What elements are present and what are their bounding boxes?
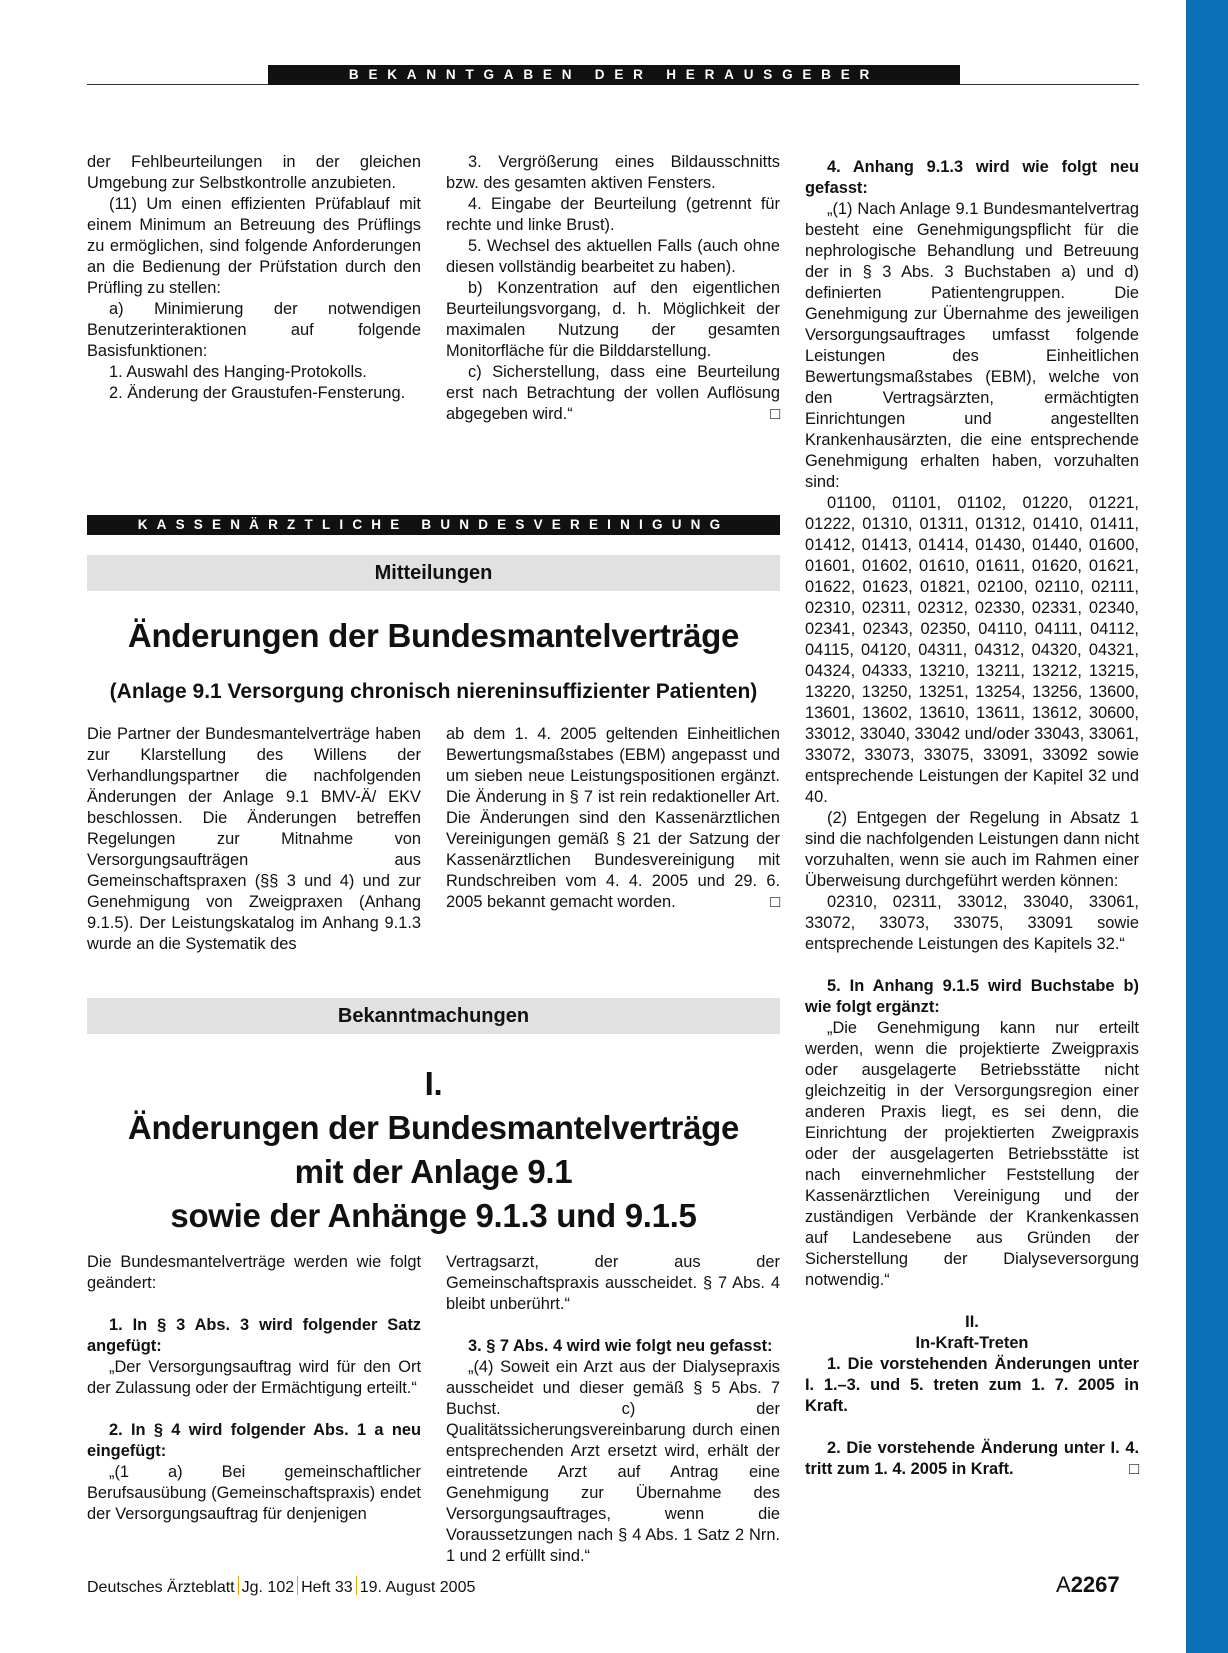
paragraph-text: ab dem 1. 4. 2005 geltenden Einheitlichen Bewertungsmaßstabes (EBM) angepasst und um sieben neue Leistungspositionen ergänzt. Die Änderung in § 7 ist rein redaktioneller Art. Die Änderungen sind den Kassenärztlichen Vereinigungen gemäß § 21 der Satzung der Kassenärztlichen Bundesvereinigung mit Rundschreiben vom 4. 4. 2005 und 29. 6. 2005 bekannt gemacht worden. xyxy=(446,725,780,911)
in-kraft-heading: In-Kraft-Treten xyxy=(915,1334,1029,1352)
intro-column-1 xyxy=(87,724,421,955)
section-heading: 3. § 7 Abs. 4 wird wie folgt neu gefasst: xyxy=(468,1337,773,1355)
section-heading: 2. In § 4 wird folgender Abs. 1 a neu eingefügt: xyxy=(87,1421,421,1460)
right-column xyxy=(805,157,1139,1480)
code-list: 02310, 02311, 33012, 33040, 33061, 33072, 33073, 33075, 33091 sowie entsprechende Leistungen des Kapitels 32.“ xyxy=(805,893,1139,953)
paragraph: Vertragsarzt, der aus der Gemeinschaftspraxis ausscheidet. § 7 Abs. 4 bleibt unberührt.“ xyxy=(446,1253,780,1313)
article-subtitle: (Anlage 9.1 Versorgung chronisch niereninsuffizienter Patienten) xyxy=(109,680,758,703)
paragraph: b) Konzentration auf den eigentlichen Beurteilungsvorgang, d. h. Möglichkeit der maximalen Nutzung der gesamten Monitorfläche für die Bilddarstellung. xyxy=(446,279,780,360)
footer-separator xyxy=(238,1576,239,1595)
bm-column-1 xyxy=(87,1252,421,1525)
end-square-icon: □ xyxy=(1129,1460,1139,1478)
paragraph xyxy=(446,724,780,913)
bm-column-2 xyxy=(446,1252,780,1567)
paragraph: „Der Versorgungsauftrag wird für den Ort der Zulassung oder der Ermächtigung erteilt.“ xyxy=(87,1358,421,1397)
paragraph: 1. Auswahl des Hanging-Protokolls. xyxy=(109,363,367,381)
paragraph: „(1 a) Bei gemeinschaftlicher Berufsausübung (Gemeinschaftspraxis) endet der Versorgungsauftrag für denjenigen xyxy=(87,1463,421,1523)
roman-numeral-one: I. xyxy=(424,1065,443,1102)
paragraph: 2. Änderung der Graustufen-Fensterung. xyxy=(109,384,406,402)
top-column-2 xyxy=(446,152,780,425)
main-title-line-2: mit der Anlage 9.1 xyxy=(294,1153,573,1190)
issue: Heft 33 xyxy=(301,1579,353,1596)
paragraph-text: c) Sicherstellung, dass eine Beurteilung erst nach Betrachtung der vollen Auflösung abgegeben wird.“ xyxy=(446,363,780,423)
top-column-1 xyxy=(87,152,421,404)
paragraph: (11) Um einen effizienten Prüfablauf mit einem Minimum an Betreuung des Prüflings zu ermöglichen, sind folgende Anforderungen an die Bedienung der Prüfstation durch den Prüfling zu stellen: xyxy=(87,195,421,297)
volume: Jg. 102 xyxy=(241,1579,295,1596)
paragraph: (2) Entgegen der Regelung in Absatz 1 sind die nachfolgenden Leistungen dann nicht vorzuhalten, wenn sie auch im Rahmen einer Überweisung durchgeführt werden können: xyxy=(805,809,1139,890)
roman-numeral-two: II. xyxy=(965,1313,979,1331)
issue-date: 19. August 2005 xyxy=(359,1579,476,1596)
footer xyxy=(87,1576,475,1599)
section-heading: 5. In Anhang 9.1.5 wird Buchstabe b) wie folgt ergänzt: xyxy=(805,977,1139,1016)
paragraph-text: 2. Die vorstehende Änderung unter I. 4. tritt zum 1. 4. 2005 in Kraft. xyxy=(805,1439,1139,1478)
paragraph: der Fehlbeurteilungen in der gleichen Umgebung zur Selbstkontrolle anzubieten. xyxy=(87,153,421,192)
intro-column-2 xyxy=(446,724,780,913)
mitteilungen-bar: Mitteilungen xyxy=(87,555,780,591)
main-title-line-3: sowie der Anhänge 9.1.3 und 9.1.5 xyxy=(170,1197,697,1234)
page-prefix: A xyxy=(1056,1572,1071,1597)
paragraph: 4. Eingabe der Beurteilung (getrennt für rechte und linke Brust). xyxy=(446,195,780,234)
paragraph: 3. Vergrößerung eines Bildausschnitts bzw. des gesamten aktiven Fensters. xyxy=(446,153,780,192)
paragraph xyxy=(805,1438,1139,1480)
section-heading: 1. In § 3 Abs. 3 wird folgender Satz angefügt: xyxy=(87,1316,421,1355)
section-header: BEKANNTGABEN DER HERAUSGEBER xyxy=(268,65,960,85)
footer-separator xyxy=(356,1576,357,1595)
end-square-icon: □ xyxy=(770,893,780,911)
footer-separator xyxy=(297,1576,298,1595)
paragraph: 1. Die vorstehenden Änderungen unter I. 1.–3. und 5. treten zum 1. 7. 2005 in Kraft. xyxy=(805,1355,1139,1415)
paragraph: a) Minimierung der notwendigen Benutzerinteraktionen auf folgende Basisfunktionen: xyxy=(87,300,421,360)
side-color-bar xyxy=(1186,0,1228,1653)
kbv-section-label: KASSENÄRZTLICHE BUNDESVEREINIGUNG xyxy=(87,515,780,535)
paragraph: 5. Wechsel des aktuellen Falls (auch ohne diesen vollständig bearbeitet zu haben). xyxy=(446,237,780,276)
end-square-icon: □ xyxy=(770,405,780,423)
section-heading: 4. Anhang 9.1.3 wird wie folgt neu gefasst: xyxy=(805,158,1139,197)
paragraph: „(1) Nach Anlage 9.1 Bundesmantelvertrag besteht eine Genehmigungspflicht für die nephrologische Behandlung und Betreuung der in § 3 Abs. 3 Buchstaben a) und d) definierten Patientengruppen. Die Genehmigung zur Übernahme des jeweiligen Versorgungsauftrages umfasst folgende Leistungen des Einheitlichen Bewertungsmaßstabes (EBM), welche von den Vertragsärzten, ermächtigten Einrichtungen und angestellten Krankenhausärzten, die eine entsprechende Genehmigung erhalten haben, vorzuhalten sind: xyxy=(805,200,1139,491)
paragraph: „Die Genehmigung kann nur erteilt werden, wenn die projektierte Zweigpraxis oder ausgelagerte Betriebsstätte nicht gleichzeitig in der Versorgungsregion einer anderen Praxis liegt, es sei denn, die Einrichtung der projektierten Zweigpraxis oder der ausgelagerten Betriebsstätte ist nach einvernehmlicher Feststellung der Kassenärztlichen Vereinigung und der zuständigen Verbände der Krankenkassen auf Landesebene aus Gründen der Sicherstellung der Dialyseversorgung notwendig.“ xyxy=(805,1019,1139,1289)
paragraph: Die Bundesmantelverträge werden wie folgt geändert: xyxy=(87,1253,421,1292)
bekanntmachungen-bar: Bekanntmachungen xyxy=(87,998,780,1034)
paragraph xyxy=(446,362,780,425)
paragraph: Die Partner der Bundesmantelverträge haben zur Klarstellung des Willens der Verhandlungspartner die nachfolgenden Änderungen der Anlage 9.1 BMV-Ä/ EKV beschlossen. Die Änderungen betreffen Regelungen zur Mitnahme von Versorgungsaufträgen aus Gemeinschaftspraxen (§§ 3 und 4) und zur Genehmigung von Zweigpraxen (Anhang 9.1.5). Der Leistungskatalog im Anhang 9.1.3 wurde an die Systematik des xyxy=(87,725,421,953)
journal-name: Deutsches Ärzteblatt xyxy=(87,1579,235,1596)
paragraph: „(4) Soweit ein Arzt aus der Dialysepraxis ausscheidet und dieser gemäß § 5 Abs. 7 Buchst. c) der Qualitätssicherungsvereinbarung durch einen entsprechenden Arzt ersetzt wird, erhält der eintretende Arzt auf Antrag eine Genehmigung zur Übernahme des Versorgungsauftrages, wenn die Voraussetzungen nach § 4 Abs. 1 Satz 2 Nrn. 1 und 2 erfüllt sind.“ xyxy=(446,1358,780,1565)
main-title-line-1: Änderungen der Bundesmantelverträge xyxy=(127,1109,740,1146)
page-number xyxy=(1056,1572,1120,1598)
article-title: Änderungen der Bundesmantelverträge xyxy=(127,617,740,654)
code-list: 01100, 01101, 01102, 01220, 01221, 01222, 01310, 01311, 01312, 01410, 01411, 01412, 01413, 01414, 01430, 01440, 01600, 01601, 01602, 01610, 01611, 01620, 01621, 01622, 01623, 01821, 02100, 02110, 02111, 02310, 02311, 02312, 02330, 02331, 02340, 02341, 02343, 02350, 04110, 04111, 04112, 04115, 04120, 04311, 04312, 04320, 04321, 04324, 04333, 13210, 13211, 13212, 13215, 13220, 13250, 13251, 13254, 13256, 13600, 13601, 13602, 13610, 13611, 13612, 30600, 33012, 33040, 33042 und/oder 33043, 33061, 33072, 33073, 33075, 33091, 33092 sowie entsprechende Leistungen der Kapitel 32 und 40. xyxy=(805,494,1139,806)
page-number-value: 2267 xyxy=(1070,1572,1120,1597)
